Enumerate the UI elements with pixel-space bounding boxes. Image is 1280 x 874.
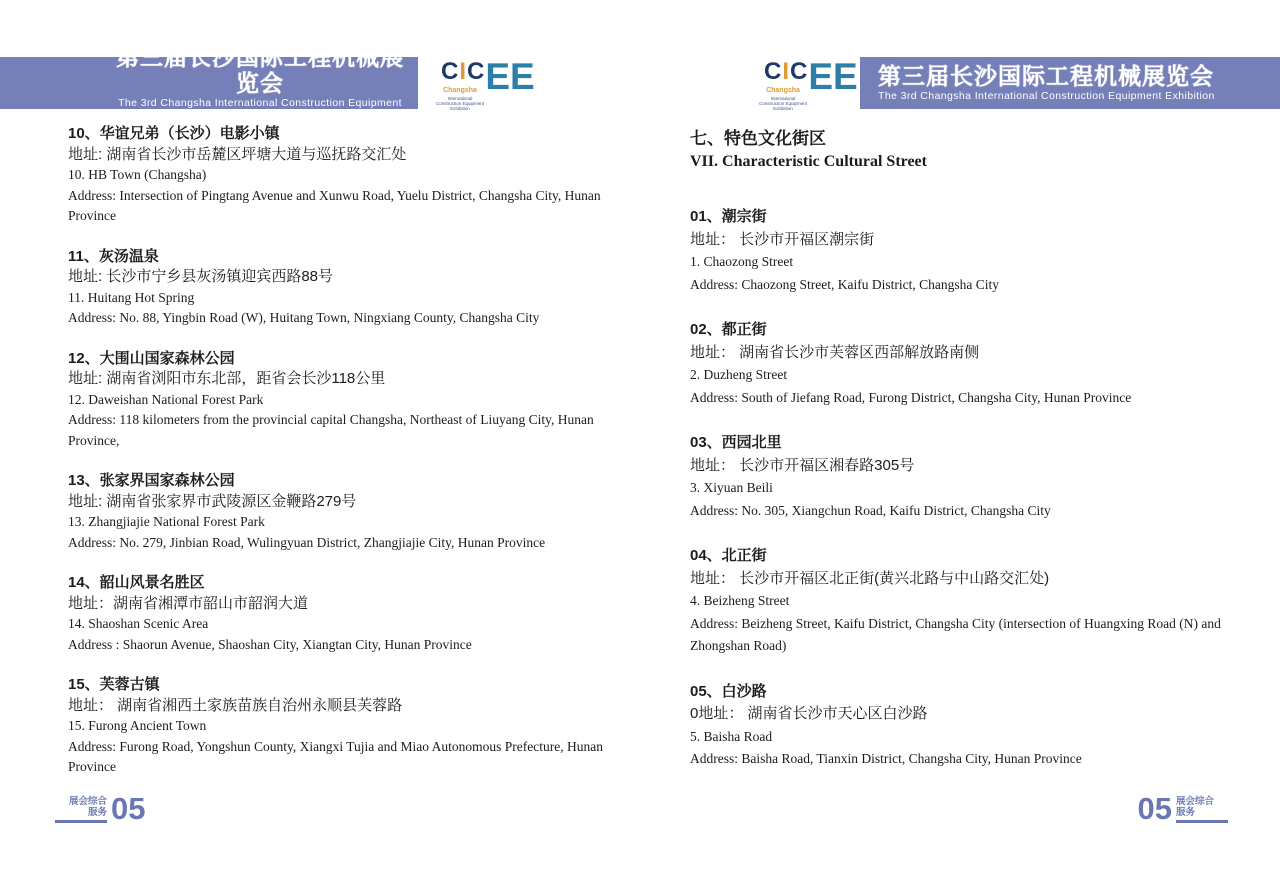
street-address-en: Address: Baisha Road, Tianxin District, Changsha City, Hunan Province [690,751,1082,766]
street-address-zh: 地址： 湖南省长沙市芙蓉区西部解放路南侧 [690,343,980,361]
logo-letter-i: I [459,58,467,85]
exhibition-title-zh: 第三届长沙国际工程机械展览会 [116,43,404,96]
header-banner-left [0,43,418,122]
page-number: 05 [111,791,146,826]
attraction-address-zh: 地址: 长沙市宁乡县灰汤镇迎宾西路88号 [68,268,334,285]
street-address-zh: 地址： 长沙市开福区潮宗街 [690,230,875,248]
street-address-zh: 0地址： 湖南省长沙市天心区白沙路 [690,705,928,722]
attraction-entry [68,247,626,329]
street-address-en: Address: South of Jiefang Road, Furong District, Changsha City, Hunan Province [690,389,1132,405]
street-entry [690,206,1250,296]
street-title-zh: 02、都正街 [690,321,767,338]
street-title-en: 3. Xiyuan Beili [690,480,773,495]
attraction-address-en: Address: No. 279, Jinbian Road, Wulingyuan District, Zhangjiajie City, Hunan Province [68,534,546,550]
street-title-en: 5. Baisha Road [690,728,773,744]
section-title-zh: 七、特色文化街区 [690,129,826,148]
attraction-address-en: Address: No. 88, Yingbin Road (W), Huitang Town, Ningxiang County, Changsha City [68,310,540,325]
street-address-zh: 地址： 长沙市开福区湘春路305号 [690,456,915,474]
footer-label-line1: 展会综合 [68,796,107,807]
attraction-address-zh: 地址：湖南省湘潭市韶山市韶润大道 [68,594,309,612]
logo-letters-ee: EE [808,56,858,97]
attraction-address-en: Address: 118 kilometers from the provincial capital Changsha, Northeast of Liuyang City, Hunan Province, [68,412,594,448]
footer-label-line2: 服务 [1176,807,1196,818]
footer-section-label [55,796,107,823]
attraction-title-en: 12. Daweishan National Forest Park [68,391,264,407]
logo-letter-c1: C [441,58,459,85]
logo-letter-c1: C [764,58,782,85]
street-entry [690,681,1250,771]
street-entry [690,545,1250,658]
street-title-zh: 03、西园北里 [690,434,782,451]
street-title-en: 2. Duzheng Street [690,367,788,382]
header-banner-right [860,57,1280,109]
footer-label-line2: 服务 [87,807,107,818]
attraction-title-zh: 13、张家界国家森林公园 [68,472,235,489]
footer-label-line1: 展会综合 [1176,796,1215,807]
attraction-address-en: Address : Shaorun Avenue, Shaoshan City, Xiangtan City, Hunan Province [68,636,472,652]
logo-letter-c2: C [790,58,808,85]
logo-changsha-label: Changsha [443,87,477,94]
street-entry [690,432,1250,522]
attraction-address-en: Address: Intersection of Pingtang Avenue and Xunwu Road, Yuelu District, Changsha City, Hunan Province [68,187,601,223]
attraction-title-en: 10. HB Town (Changsha) [68,167,207,182]
attraction-title-zh: 14、韶山风景名胜区 [68,574,205,591]
attraction-address-zh: 地址: 湖南省张家界市武陵源区金鞭路279号 [68,492,357,510]
street-title-en: 1. Chaozong Street [690,254,794,269]
page-number: 05 [1137,791,1172,826]
street-title-zh: 01、潮宗街 [690,208,767,225]
street-title-zh: 04、北正街 [690,547,767,564]
footer-section-label [1176,796,1228,823]
attraction-address-zh: 地址: 湖南省长沙市岳麓区坪塘大道与巡抚路交汇处 [68,145,407,163]
street-address-en: Address: Chaozong Street, Kaifu District, Changsha City [690,276,999,292]
attraction-title-zh: 11、灰汤温泉 [68,247,159,265]
exhibition-title-zh: 第三届长沙国际工程机械展览会 [878,63,1214,89]
attraction-title-en: 13. Zhangjiajie National Forest Park [68,514,265,529]
street-address-en: Address: Beizheng Street, Kaifu District, Changsha City (intersection of Huangxing Road (N) and Zhongshan Road) [690,615,1221,653]
attraction-title-zh: 15、芙蓉古镇 [68,676,160,693]
cultural-street-section [690,128,1250,794]
logo-letters-ee: EE [485,56,535,97]
attraction-title-en: 14. Shaoshan Scenic Area [68,616,209,631]
attraction-entry [68,349,626,452]
attraction-entry [68,124,626,227]
logo-letter-c2: C [467,58,485,85]
attraction-address-zh: 地址： 湖南省湘西土家族苗族自治州永顺县芙蓉路 [68,696,403,714]
attraction-entry [68,573,626,655]
page-footer-left [55,791,146,826]
logo-changsha-label: Changsha [766,87,800,94]
page-footer-right [1137,791,1228,826]
street-title-en: 4. Beizheng Street [690,593,790,608]
cicee-logo-left [435,56,535,112]
logo-caption: International Construction Equipment Exhibition [435,96,485,111]
logo-caption: International Construction Equipment Exhibition [758,96,808,111]
attraction-title-zh: 12、大围山国家森林公园 [68,349,235,367]
attraction-title-en: 15. Furong Ancient Town [68,718,207,733]
street-address-zh: 地址： 长沙市开福区北正街(黄兴北路与中山路交汇处) [690,569,1050,587]
attraction-entry [68,675,626,778]
logo-letter-i: I [782,58,790,85]
attraction-entry [68,471,626,553]
street-address-en: Address: No. 305, Xiangchun Road, Kaifu District, Changsha City [690,502,1051,518]
attraction-address-en: Address: Furong Road, Yongshun County, Xiangxi Tujia and Miao Autonomous Prefecture, Hunan Province [68,738,603,774]
street-entry [690,319,1250,409]
street-title-zh: 05、白沙路 [690,682,767,700]
attractions-list-left [68,124,626,798]
attraction-title-en: 11. Huitang Hot Spring [68,289,195,305]
exhibition-title-en: The 3rd Changsha International Construction Equipment Exhibition [118,96,402,122]
section-title-en: VII. Characteristic Cultural Street [690,153,927,170]
attraction-address-zh: 地址: 湖南省浏阳市东北部，距省会长沙118公里 [68,370,386,387]
exhibition-title-en: The 3rd Changsha International Construction Equipment Exhibition [878,90,1215,102]
cicee-logo-right [758,56,858,112]
cultural-street-list [690,206,1250,771]
attraction-title-zh: 10、华谊兄弟（长沙）电影小镇 [68,125,280,142]
